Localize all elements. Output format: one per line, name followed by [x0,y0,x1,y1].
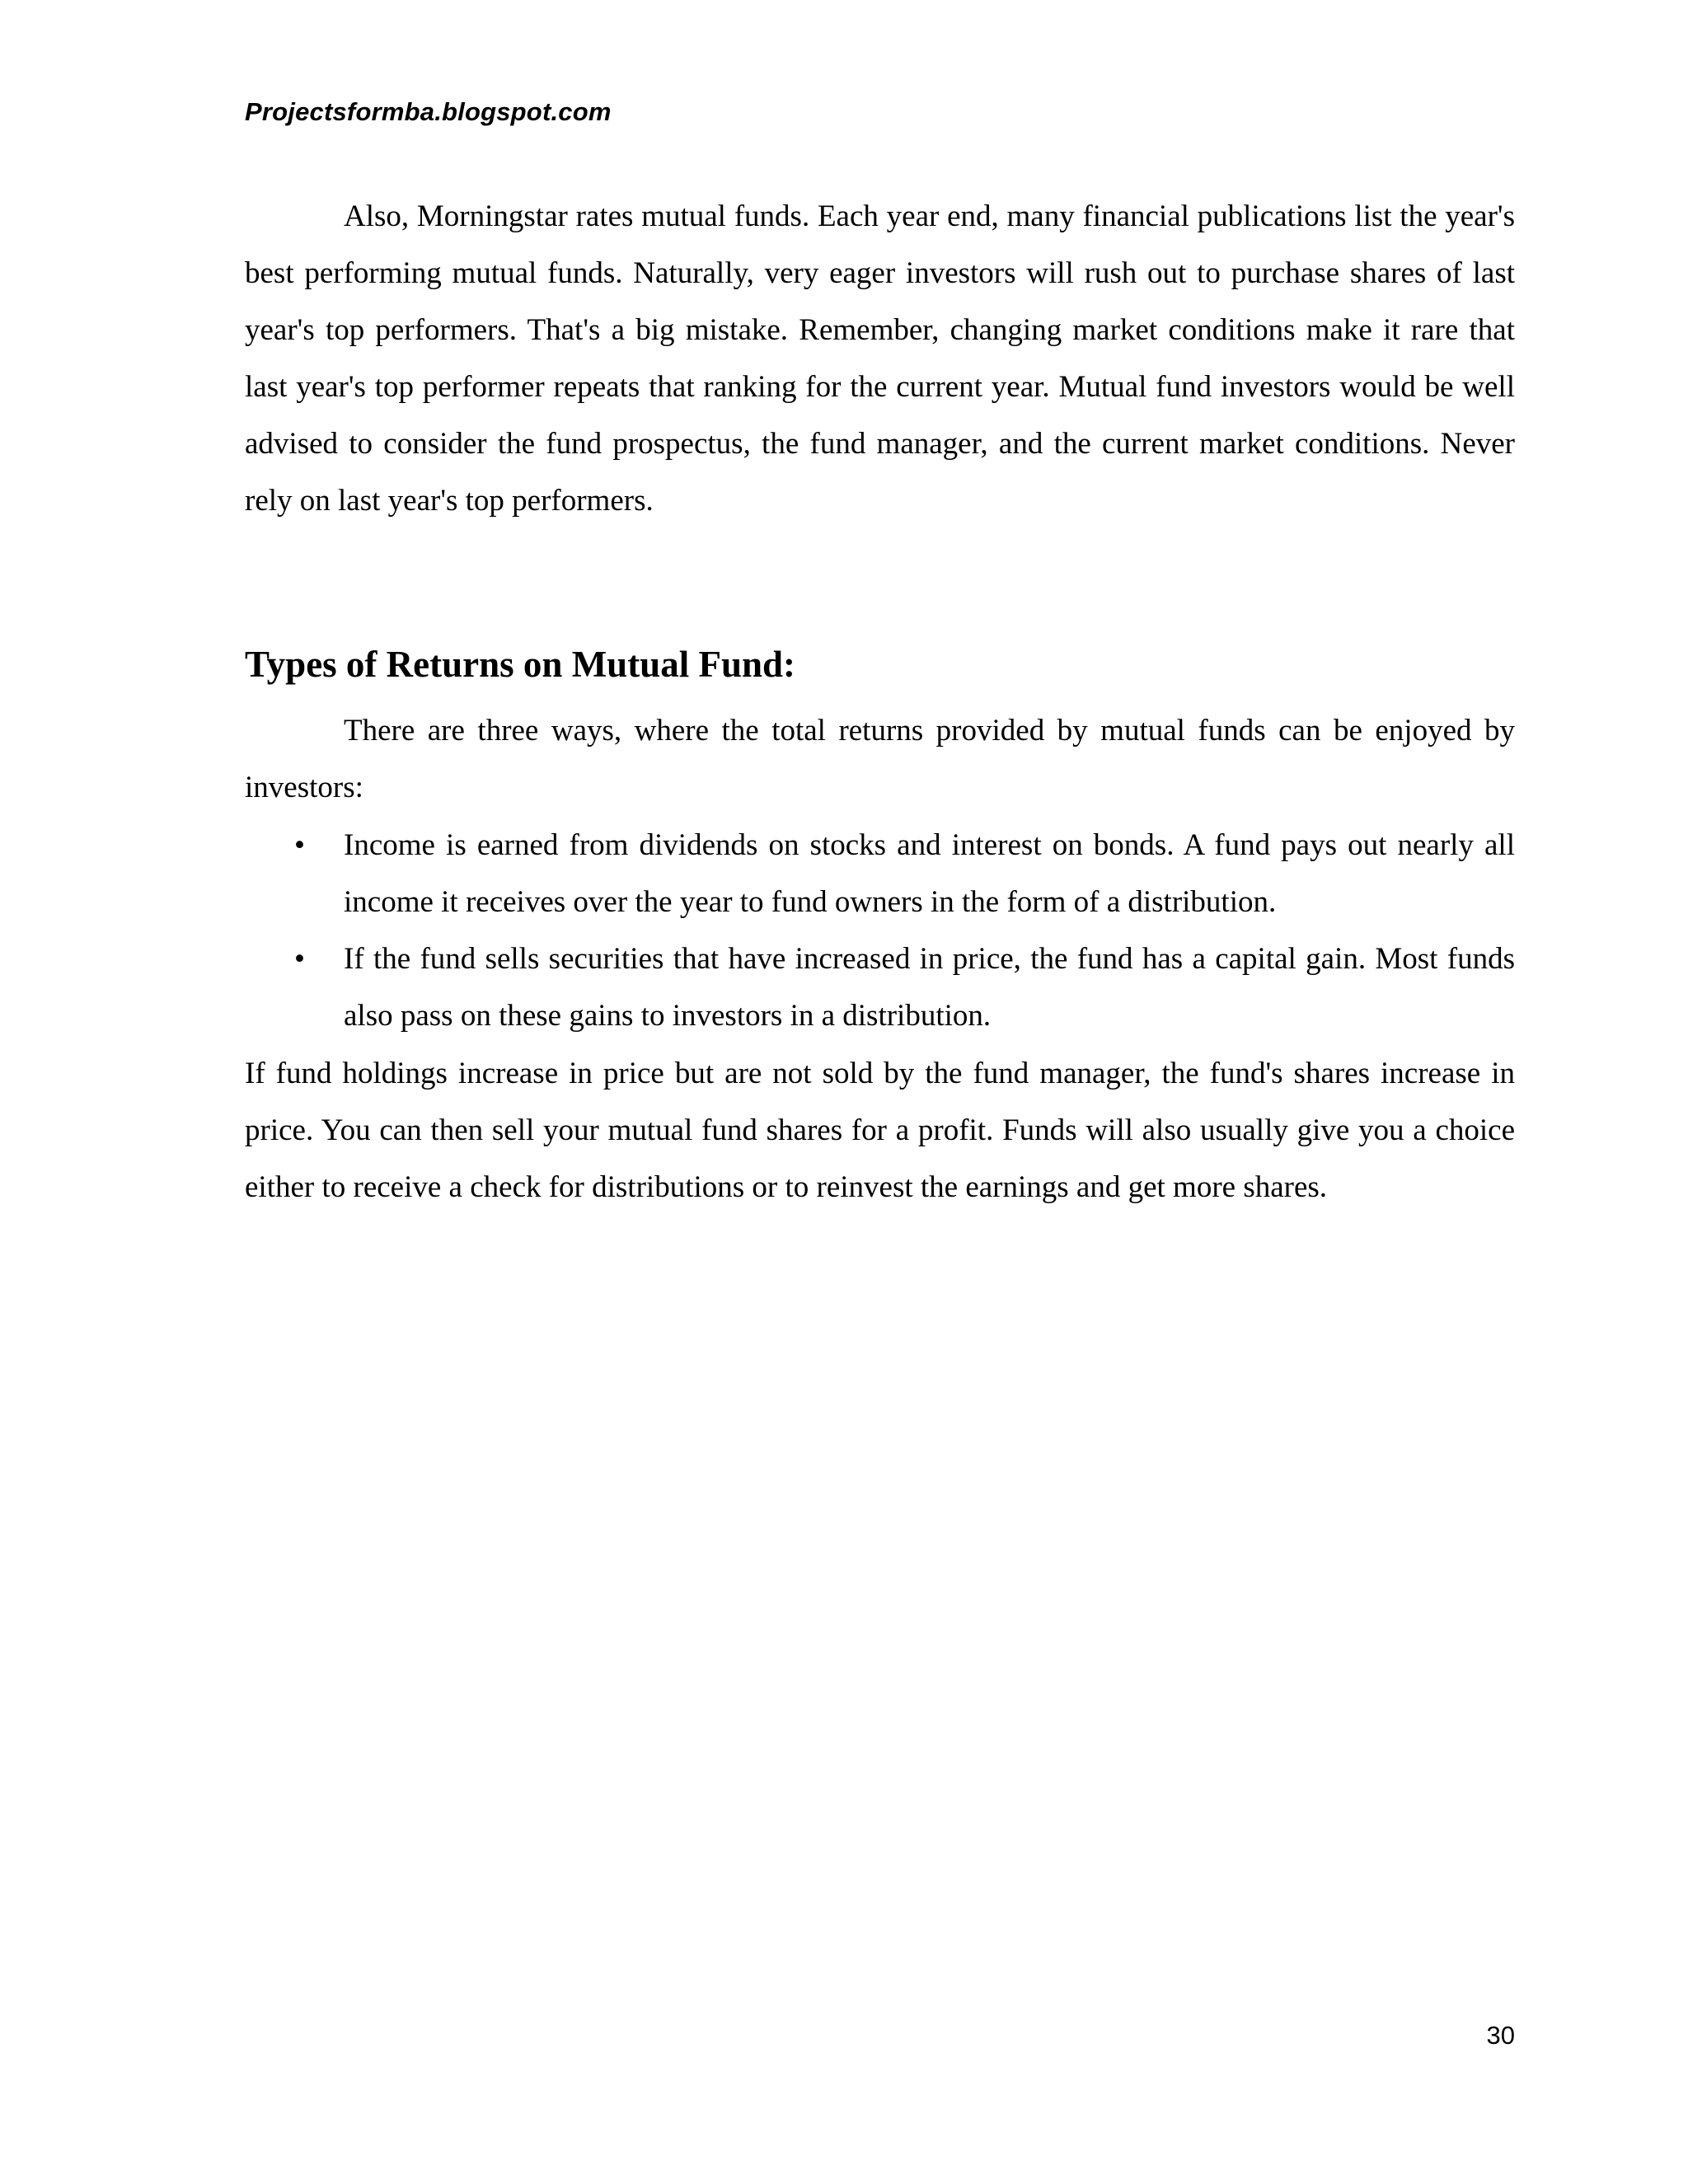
page-header-site: Projectsformba.blogspot.com [245,97,612,126]
list-item-text: Income is earned from dividends on stocks and interest on bonds. A fund pays out nearly all income it receives over the year to fund owners in the form of a distribution. [344,828,1515,919]
page-number: 30 [1486,2021,1515,2050]
section-heading: Types of Returns on Mutual Fund: [245,644,796,685]
bullet-icon: • [294,942,305,976]
bullet-icon: • [294,828,305,862]
list-item [245,930,1515,1044]
section-intro-paragraph: There are three ways, where the total returns provided by mutual funds can be enjoyed by investors: [245,714,1515,804]
closing-paragraph: If fund holdings increase in price but are not sold by the fund manager, the fund's shares increase in price. You can then sell your mutual fund shares for a profit. Funds will also usually give you a choice either to receive a check for distributions or to reinvest the earnings and get more shares. [245,1057,1515,1204]
list-item-text: If the fund sells securities that have increased in price, the fund has a capital gain. Most funds also pass on these gains to investors in a distribution. [344,942,1515,1033]
intro-paragraph: Also, Morningstar rates mutual funds. Each year end, many financial publications list the year's best performing mutual funds. Naturally, very eager investors will rush out to purchase shares of last year's top performers. That's a big mistake. Remember, changing market conditions make it rare that last year's top performer repeats that ranking for the current year. Mutual fund investors would be well advised to consider the fund prospectus, the fund manager, and the current market conditions. Never rely on last year's top performers. [245,199,1515,518]
list-item [245,817,1515,930]
returns-bullet-list [245,817,1515,1044]
